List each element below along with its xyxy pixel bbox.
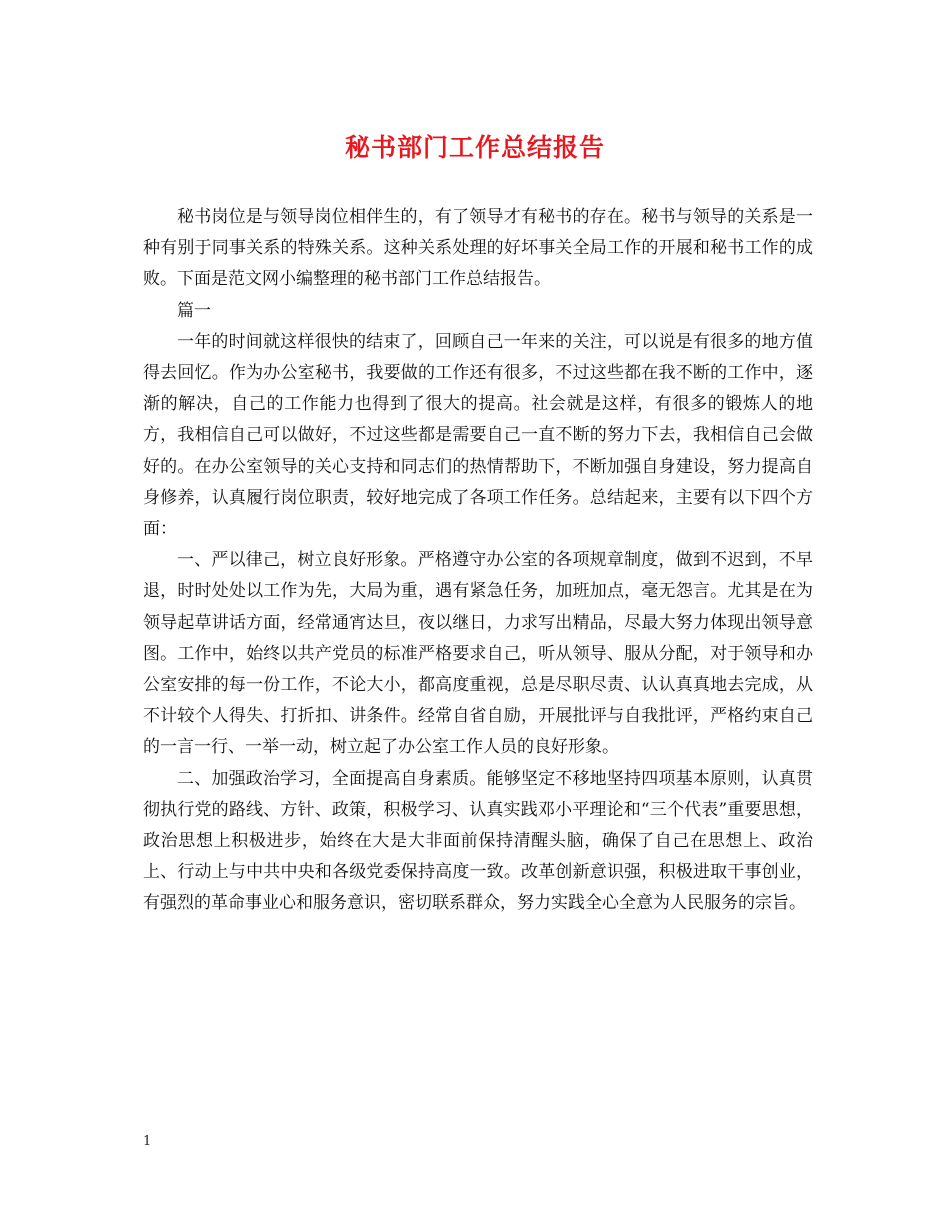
section-heading-part-one: 篇一 — [177, 300, 211, 321]
overview-paragraph: 一年的时间就这样很快的结束了，回顾自己一年来的关注，可以说是有很多的地方值得去回忆。作为办公室秘书，我要做的工作还有很多，不过这些都在我不断的工作中，逐渐的解决，自己的工作能力也得到了很大的提高。社会就是这样，有很多的锻炼人的地方，我相信自己可以做好，不过这些都是需要自己一直不断的努力下去，我相信自己会做好的。在办公室领导的关心支持和同志们的热情帮助下，不断加强自身建设，努力提高自身修养，认真履行岗位职责，较好地完成了各项工作任务。总结起来，主要有以下四个方面： — [143, 331, 813, 540]
document-title: 秘书部门工作总结报告 — [344, 133, 605, 162]
page-number: 1 — [143, 1134, 152, 1149]
document-body — [143, 202, 813, 920]
intro-paragraph: 秘书岗位是与领导岗位相伴生的，有了领导才有秘书的存在。秘书与领导的关系是一种有别于同事关系的特殊关系。这种关系处理的好坏事关全局工作的开展和秘书工作的成败。下面是范文网小编整理的秘书部门工作总结报告。 — [143, 207, 813, 290]
point-one-paragraph: 一、严以律己，树立良好形象。严格遵守办公室的各项规章制度，做到不迟到，不早退，时时处处以工作为先，大局为重，遇有紧急任务，加班加点，毫无怨言。尤其是在为领导起草讲话方面，经常通宵达旦，夜以继日，力求写出精品，尽最大努力体现出领导意图。工作中，始终以共产党员的标准严格要求自己，听从领导、服从分配，对于领导和办公室安排的每一份工作，不论大小，都高度重视，总是尽职尽责、认认真真地去完成，从不计较个人得失、打折扣、讲条件。经常自省自励，开展批评与自我批评，严格约束自己的一言一行、一举一动，树立起了办公室工作人员的良好形象。 — [143, 550, 813, 758]
point-two-paragraph: 二、加强政治学习，全面提高自身素质。能够坚定不移地坚持四项基本原则，认真贯彻执行党的路线、方针、政策，积极学习、认真实践邓小平理论和“三个代表”重要思想，政治思想上积极进步，始终在大是大非面前保持清醒头脑，确保了自己在思想上、政治上、行动上与中共中央和各级党委保持高度一致。改革创新意识强，积极进取干事创业，有强烈的革命事业心和服务意识，密切联系群众，努力实践全心全意为人民服务的宗旨。 — [143, 768, 813, 914]
